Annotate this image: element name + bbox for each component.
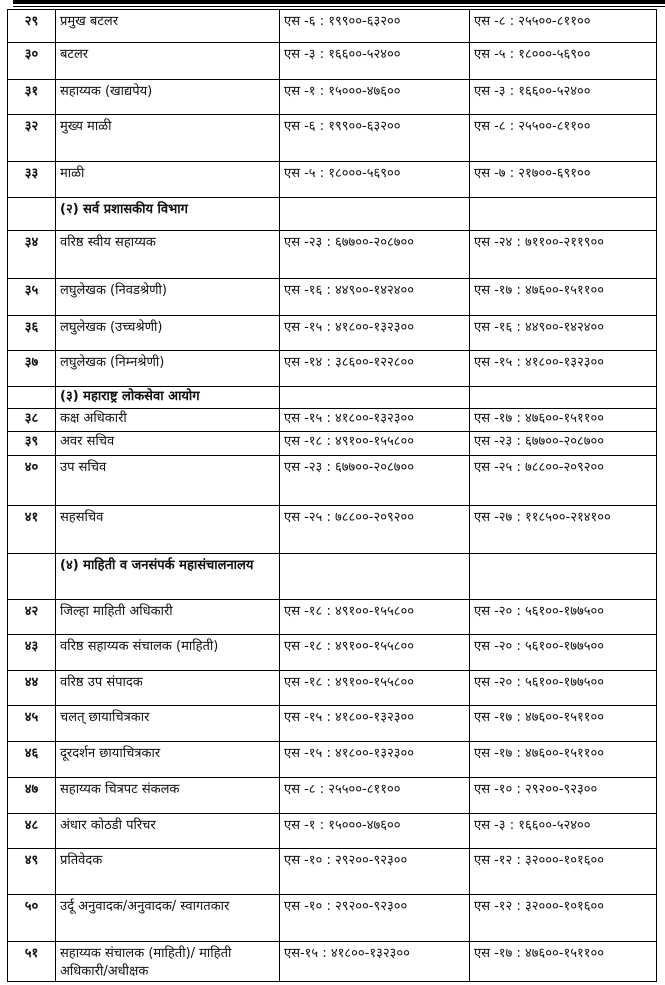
revised-pay-scale (470, 554, 657, 600)
revised-pay-scale: एस -१७ : ४७६००-१५११०० (470, 742, 657, 778)
table-row (8, 432, 657, 456)
serial-number: ३३ (8, 162, 56, 198)
serial-number: ३६ (8, 316, 56, 351)
current-pay-scale: एस -१० : २९२००-९२३०० (280, 849, 470, 895)
revised-pay-scale: एस -८ : २५५००-८११०० (470, 10, 657, 43)
serial-number: ३९ (8, 432, 56, 456)
post-name: चलत् छायाचित्रकार (56, 706, 280, 742)
post-name: वरिष्ठ उप संपादक (56, 671, 280, 706)
serial-number: ४६ (8, 742, 56, 778)
revised-pay-scale: एस -८ : २५५००-८११०० (470, 115, 657, 162)
table-row (8, 115, 657, 162)
table-row (8, 279, 657, 316)
revised-pay-scale: एस -१० : २९२००-९२३०० (470, 778, 657, 814)
section-heading-row (8, 554, 657, 600)
section-heading-row (8, 387, 657, 409)
post-name: मुख्य माळी (56, 115, 280, 162)
revised-pay-scale: एस -१७ : ४७६००-१५११०० (470, 706, 657, 742)
post-name: लघुलेखक (निम्नश्रेणी) (56, 351, 280, 387)
revised-pay-scale: एस -२७ : ११८५००-२१४१०० (470, 506, 657, 554)
table-row (8, 409, 657, 432)
current-pay-scale: एस -२३ : ६७७००-२०८७०० (280, 231, 470, 279)
table-row (8, 814, 657, 849)
post-name: प्रतिवेदक (56, 849, 280, 895)
table-row (8, 231, 657, 279)
post-name: वरिष्ठ सहाय्यक संचालक (माहिती) (56, 635, 280, 671)
table-row (8, 849, 657, 895)
section-title: (४) माहिती व जनसंपर्क महासंचालनालय (56, 554, 280, 600)
current-pay-scale: एस-१५ : ४१८००-१३२३०० (280, 942, 470, 982)
revised-pay-scale: एस -७ : २१७००-६९१०० (470, 162, 657, 198)
post-name: लघुलेखक (उच्चश्रेणी) (56, 316, 280, 351)
post-name: अवर सचिव (56, 432, 280, 456)
current-pay-scale: एस -१५ : ४१८००-१३२३०० (280, 316, 470, 351)
table-row (8, 10, 657, 43)
post-name: लघुलेखक (निवडश्रेणी) (56, 279, 280, 316)
serial-number: ३७ (8, 351, 56, 387)
serial-number (8, 198, 56, 231)
revised-pay-scale (470, 198, 657, 231)
revised-pay-scale: एस -५ : १८०००-५६९०० (470, 43, 657, 80)
serial-number: ४७ (8, 778, 56, 814)
current-pay-scale: एस -२५ : ७८८००-२०९२०० (280, 506, 470, 554)
post-name: दूरदर्शन छायाचित्रकार (56, 742, 280, 778)
serial-number (8, 387, 56, 409)
serial-number: ३० (8, 43, 56, 80)
table-row (8, 456, 657, 506)
revised-pay-scale: एस -१७ : ४७६००-१५११०० (470, 409, 657, 432)
post-name: सहसचिव (56, 506, 280, 554)
current-pay-scale: एस -८ : २५५००-८११०० (280, 778, 470, 814)
serial-number: ४२ (8, 600, 56, 635)
current-pay-scale: एस -१ : १५०००-४७६०० (280, 80, 470, 115)
top-rule-thick (13, 0, 665, 4)
serial-number: ४९ (8, 849, 56, 895)
serial-number: ३५ (8, 279, 56, 316)
current-pay-scale: एस -१५ : ४१८००-१३२३०० (280, 742, 470, 778)
table-row (8, 635, 657, 671)
table-row (8, 942, 657, 982)
serial-number: ५० (8, 895, 56, 942)
revised-pay-scale: एस -२५ : ७८८००-२०९२०० (470, 456, 657, 506)
serial-number: ४० (8, 456, 56, 506)
table-row (8, 316, 657, 351)
current-pay-scale: एस -१६ : ४४९००-१४२४०० (280, 279, 470, 316)
post-name: वरिष्ठ स्वीय सहाय्यक (56, 231, 280, 279)
post-name: जिल्हा माहिती अधिकारी (56, 600, 280, 635)
top-rule-thin (13, 6, 665, 7)
post-name: सहाय्यक (खाद्यपेय) (56, 80, 280, 115)
serial-number: ३८ (8, 409, 56, 432)
post-name: कक्ष अधिकारी (56, 409, 280, 432)
revised-pay-scale: एस -२० : ५६१००-१७७५०० (470, 671, 657, 706)
current-pay-scale: एस -१८ : ४९१००-१५५८०० (280, 432, 470, 456)
table-row (8, 778, 657, 814)
revised-pay-scale: एस -३ : १६६००-५२४०० (470, 814, 657, 849)
revised-pay-scale: एस -१६ : ४४९००-१४२४०० (470, 316, 657, 351)
serial-number: ४५ (8, 706, 56, 742)
post-name: उर्दू अनुवादक/अनुवादक/ स्वागतकार (56, 895, 280, 942)
current-pay-scale: एस -३ : १६६००-५२४०० (280, 43, 470, 80)
current-pay-scale: एस -१५ : ४१८००-१३२३०० (280, 409, 470, 432)
current-pay-scale: एस -१० : २९२००-९२३०० (280, 895, 470, 942)
serial-number: ३४ (8, 231, 56, 279)
current-pay-scale: एस -१ : १५०००-४७६०० (280, 814, 470, 849)
table-row (8, 43, 657, 80)
post-name: उप सचिव (56, 456, 280, 506)
table-row (8, 351, 657, 387)
serial-number: ४३ (8, 635, 56, 671)
section-title: (३) महाराष्ट्र लोकसेवा आयोग (56, 387, 280, 409)
current-pay-scale: एस -२३ : ६७७००-२०८७०० (280, 456, 470, 506)
serial-number (8, 554, 56, 600)
pay-scale-table (7, 9, 657, 982)
serial-number: ४८ (8, 814, 56, 849)
table-row (8, 895, 657, 942)
post-name: प्रमुख बटलर (56, 10, 280, 43)
table-row (8, 80, 657, 115)
current-pay-scale: एस -६ : १९९००-६३२०० (280, 115, 470, 162)
revised-pay-scale (470, 387, 657, 409)
current-pay-scale: एस -१५ : ४१८००-१३२३०० (280, 706, 470, 742)
revised-pay-scale: एस -३ : १६६००-५२४०० (470, 80, 657, 115)
current-pay-scale (280, 198, 470, 231)
revised-pay-scale: एस -१२ : ३२०००-१०१६०० (470, 849, 657, 895)
current-pay-scale: एस -५ : १८०००-५६९०० (280, 162, 470, 198)
table-row (8, 706, 657, 742)
revised-pay-scale: एस -१७ : ४७६००-१५११०० (470, 942, 657, 982)
revised-pay-scale: एस -१५ : ४१८००-१३२३०० (470, 351, 657, 387)
revised-pay-scale: एस -२० : ५६१००-१७७५०० (470, 635, 657, 671)
serial-number: ३१ (8, 80, 56, 115)
table-row (8, 600, 657, 635)
table-row (8, 671, 657, 706)
serial-number: ३२ (8, 115, 56, 162)
current-pay-scale: एस -६ : १९९००-६३२०० (280, 10, 470, 43)
current-pay-scale: एस -१४ : ३८६००-१२२८०० (280, 351, 470, 387)
serial-number: ५१ (8, 942, 56, 982)
section-title: (२) सर्व प्रशासकीय विभाग (56, 198, 280, 231)
section-heading-row (8, 198, 657, 231)
table-row (8, 506, 657, 554)
serial-number: ४४ (8, 671, 56, 706)
pay-scale-table-body (8, 10, 657, 982)
current-pay-scale (280, 387, 470, 409)
revised-pay-scale: एस -२३ : ६७७००-२०८७०० (470, 432, 657, 456)
post-name: अंधार कोठडी परिचर (56, 814, 280, 849)
revised-pay-scale: एस -१७ : ४७६००-१५११०० (470, 279, 657, 316)
current-pay-scale (280, 554, 470, 600)
table-row (8, 162, 657, 198)
current-pay-scale: एस -१८ : ४९१००-१५५८०० (280, 671, 470, 706)
revised-pay-scale: एस -२४ : ७११००-२११९०० (470, 231, 657, 279)
serial-number: २९ (8, 10, 56, 43)
post-name: माळी (56, 162, 280, 198)
current-pay-scale: एस -१८ : ४९१००-१५५८०० (280, 635, 470, 671)
post-name: सहाय्यक चित्रपट संकलक (56, 778, 280, 814)
revised-pay-scale: एस -२० : ५६१००-१७७५०० (470, 600, 657, 635)
post-name: सहाय्यक संचालक (माहिती)/ माहिती अधिकारी/अधीक्षक (56, 942, 280, 982)
current-pay-scale: एस -१८ : ४९१००-१५५८०० (280, 600, 470, 635)
table-row (8, 742, 657, 778)
serial-number: ४१ (8, 506, 56, 554)
post-name: बटलर (56, 43, 280, 80)
revised-pay-scale: एस -१२ : ३२०००-१०१६०० (470, 895, 657, 942)
